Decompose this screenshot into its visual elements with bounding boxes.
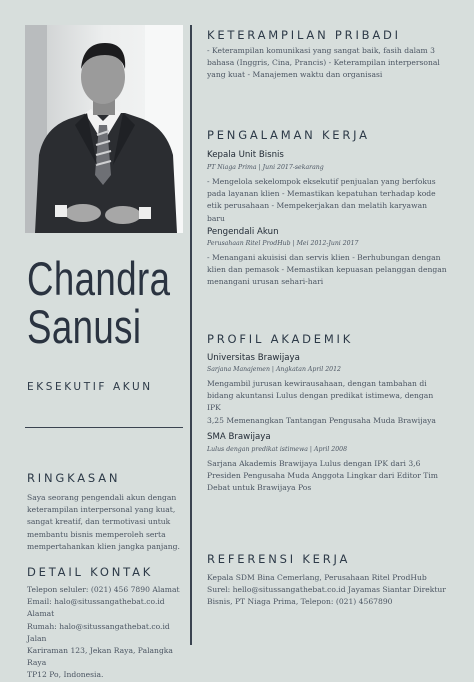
contact-text bbox=[27, 584, 189, 682]
experience-heading: PENGALAMAN KERJA bbox=[207, 128, 370, 142]
references-text bbox=[207, 572, 447, 609]
summary-line: keterampilan interpersonal yang kuat, bbox=[27, 505, 176, 515]
last-name: Sanusi bbox=[27, 300, 142, 353]
education-entry-text bbox=[207, 458, 447, 495]
education-line: Sarjana Akademis Brawijaya Lulus dengan IPK dari 3,6 bbox=[207, 459, 421, 468]
summary-line: membantu bisnis memperoleh serta bbox=[27, 529, 166, 539]
education-line: 3,25 Memenangkan Tantangan Pengusaha Muda Brawijaya bbox=[207, 415, 436, 425]
profile-photo bbox=[25, 25, 183, 233]
summary-heading: RINGKASAN bbox=[27, 471, 121, 485]
experience-line: pada layanan klien - Memastikan kepatuhan terhadap kode bbox=[207, 189, 436, 199]
summary-line: mempertahankan klien jangka panjang. bbox=[27, 541, 180, 551]
contact-heading: DETAIL KONTAK bbox=[27, 565, 154, 579]
education-line: Presiden Pengusaha Muda Anggota Lingkar dari Editor Tim bbox=[207, 471, 438, 481]
experience-line: - Mengelola sekelompok eksekutif penjualan yang berfokus bbox=[207, 177, 436, 186]
summary-line: sangat kreatif, dan termotivasi untuk bbox=[27, 517, 171, 527]
experience-entry-text bbox=[207, 252, 447, 289]
vertical-divider bbox=[190, 25, 192, 645]
experience-entry-subtitle: PT Niaga Prima | Juni 2017-sekarang bbox=[207, 164, 324, 171]
experience-line: etik perusahaan - Mempekerjakan dan melatih karyawan baru bbox=[207, 201, 428, 223]
experience-line: klien dan pemasok - Memastikan kepuasan pelanggan dengan bbox=[207, 265, 447, 275]
education-entry-title: Universitas Brawijaya bbox=[207, 353, 300, 363]
experience-line: menangani urusan sehari-hari bbox=[207, 277, 324, 287]
contact-line: Telepon seluler: (021) 456 7890 Alamat bbox=[27, 585, 180, 594]
experience-entry-text bbox=[207, 176, 447, 225]
references-line: Surel: hello@situssangathebat.co.id Jayamas Siantar Direktur bbox=[207, 585, 446, 595]
first-name: Chandra bbox=[27, 252, 171, 305]
education-entry-subtitle: Lulus dengan predikat istimewa | April 2008 bbox=[207, 446, 348, 453]
education-entry-text bbox=[207, 378, 447, 427]
education-line: Debat untuk Brawijaya Pos bbox=[207, 483, 312, 493]
skills-heading: KETERAMPILAN PRIBADI bbox=[207, 28, 401, 42]
full-name bbox=[27, 252, 171, 353]
job-title: EKSEKUTIF AKUN bbox=[27, 381, 153, 393]
references-line: Bisnis, PT Niaga Prima, Telepon: (021) 4567890 bbox=[207, 597, 393, 607]
contact-line: TP12 Po, Indonesia. bbox=[27, 670, 104, 680]
experience-line: - Menangani akuisisi dan servis klien - Berhubungan dengan bbox=[207, 253, 441, 262]
contact-line: Rumah: halo@situssangathebat.co.id Jalan bbox=[27, 621, 170, 643]
left-divider bbox=[25, 427, 183, 428]
experience-entry-title: Kepala Unit Bisnis bbox=[207, 150, 284, 160]
education-entry-title: SMA Brawijaya bbox=[207, 432, 271, 442]
references-line: Kepala SDM Bina Cemerlang, Perusahaan Ritel ProdHub bbox=[207, 573, 427, 582]
education-line: Mengambil jurusan kewirausahaan, dengan tambahan di bbox=[207, 379, 427, 388]
summary-line: Saya seorang pengendali akun dengan bbox=[27, 493, 177, 502]
contact-line: Email: halo@situssangathebat.co.id Alamat bbox=[27, 597, 165, 619]
experience-entry-subtitle: Perusahaan Ritel ProdHub | Mei 2012-Juni 2017 bbox=[207, 240, 359, 247]
skills-line: - Keterampilan komunikasi yang sangat baik, fasih dalam 3 bbox=[207, 46, 436, 55]
education-entry-subtitle: Sarjana Manajemen | Angkatan April 2012 bbox=[207, 366, 341, 373]
experience-entry-title: Pengendali Akun bbox=[207, 227, 279, 237]
skills-line: yang kuat - Manajemen waktu dan organisasi bbox=[207, 70, 383, 80]
contact-line: Kariraman 123, Jekan Raya, Palangka Raya bbox=[27, 646, 173, 668]
skills-line: bahasa (Inggris, Cina, Prancis) - Keterampilan interpersonal bbox=[207, 58, 440, 68]
summary-text bbox=[27, 492, 187, 553]
education-heading: PROFIL AKADEMIK bbox=[207, 332, 354, 346]
education-line: bidang akuntansi Lulus dengan predikat istimewa, dengan IPK bbox=[207, 391, 434, 413]
skills-text bbox=[207, 45, 447, 82]
references-heading: REFERENSI KERJA bbox=[207, 552, 351, 566]
